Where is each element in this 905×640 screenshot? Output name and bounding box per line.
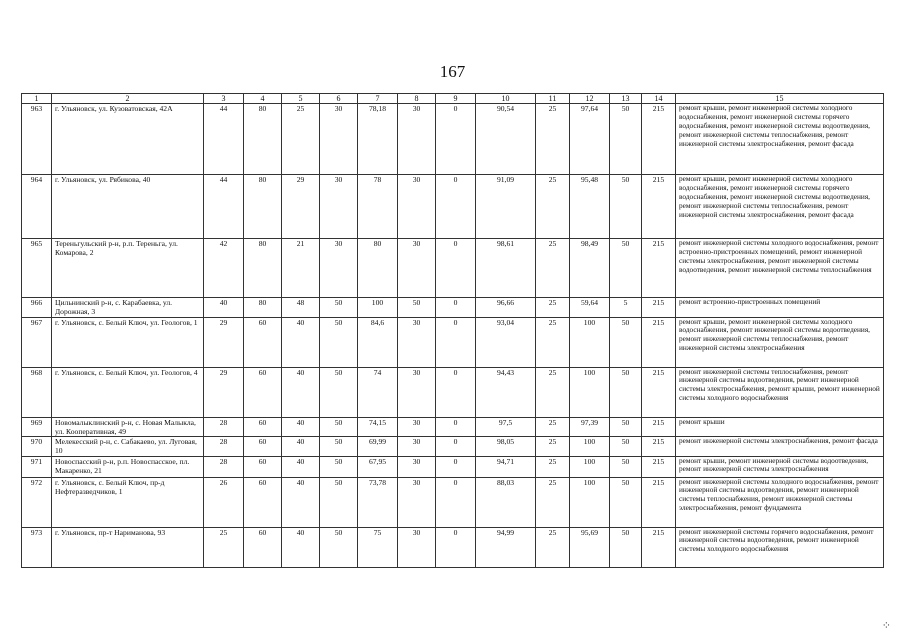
works-cell: ремонт инженерной системы электроснабжения, ремонт фасада (676, 437, 884, 457)
value-cell: 215 (642, 456, 676, 477)
value-cell: 40 (282, 417, 320, 437)
value-cell: 50 (610, 456, 642, 477)
column-header: 4 (244, 94, 282, 104)
value-cell: 30 (398, 175, 436, 239)
value-cell: 95,48 (570, 175, 610, 239)
value-cell: 60 (244, 367, 282, 417)
table-row (22, 456, 884, 477)
value-cell: 30 (320, 239, 358, 298)
value-cell: 28 (204, 456, 244, 477)
row-number: 966 (22, 298, 52, 318)
value-cell: 30 (398, 477, 436, 527)
value-cell: 40 (282, 477, 320, 527)
works-cell: ремонт инженерной системы горячего водоснабжения, ремонт инженерной системы водоотведения, ремонт инженерной системы холодного водоснабжения (676, 527, 884, 567)
value-cell: 215 (642, 437, 676, 457)
column-header: 10 (476, 94, 536, 104)
column-header: 11 (536, 94, 570, 104)
table-row (22, 104, 884, 175)
value-cell: 28 (204, 417, 244, 437)
value-cell: 60 (244, 477, 282, 527)
value-cell: 25 (536, 104, 570, 175)
value-cell: 60 (244, 456, 282, 477)
table-row (22, 239, 884, 298)
scan-artifact: ⁘ (881, 620, 891, 632)
value-cell: 50 (398, 298, 436, 318)
value-cell: 98,05 (476, 437, 536, 457)
value-cell: 80 (244, 298, 282, 318)
value-cell: 30 (398, 437, 436, 457)
value-cell: 215 (642, 317, 676, 367)
value-cell: 26 (204, 477, 244, 527)
value-cell: 67,95 (358, 456, 398, 477)
value-cell: 30 (398, 527, 436, 567)
value-cell: 95,69 (570, 527, 610, 567)
value-cell: 25 (536, 367, 570, 417)
column-header: 1 (22, 94, 52, 104)
column-header: 15 (676, 94, 884, 104)
column-header: 9 (436, 94, 476, 104)
value-cell: 215 (642, 527, 676, 567)
value-cell: 25 (536, 527, 570, 567)
value-cell: 30 (398, 317, 436, 367)
value-cell: 96,66 (476, 298, 536, 318)
value-cell: 25 (536, 239, 570, 298)
value-cell: 40 (282, 456, 320, 477)
address-cell: г. Ульяновск, с. Белый Ключ, ул. Геологов, 4 (52, 367, 204, 417)
value-cell: 29 (204, 367, 244, 417)
value-cell: 215 (642, 298, 676, 318)
value-cell: 80 (244, 104, 282, 175)
value-cell: 215 (642, 104, 676, 175)
value-cell: 25 (536, 437, 570, 457)
column-header: 7 (358, 94, 398, 104)
value-cell: 0 (436, 298, 476, 318)
column-header: 12 (570, 94, 610, 104)
value-cell: 93,04 (476, 317, 536, 367)
value-cell: 21 (282, 239, 320, 298)
value-cell: 30 (320, 175, 358, 239)
value-cell: 100 (570, 437, 610, 457)
value-cell: 50 (610, 417, 642, 437)
value-cell: 25 (536, 477, 570, 527)
works-cell: ремонт встроенно-пристроенных помещений (676, 298, 884, 318)
value-cell: 78,18 (358, 104, 398, 175)
column-header: 5 (282, 94, 320, 104)
value-cell: 60 (244, 437, 282, 457)
value-cell: 91,09 (476, 175, 536, 239)
address-cell: г. Ульяновск, с. Белый Ключ, пр-д Нефтеразведчиков, 1 (52, 477, 204, 527)
value-cell: 50 (320, 437, 358, 457)
value-cell: 94,71 (476, 456, 536, 477)
row-number: 972 (22, 477, 52, 527)
value-cell: 215 (642, 477, 676, 527)
value-cell: 25 (536, 298, 570, 318)
value-cell: 80 (244, 239, 282, 298)
works-cell: ремонт инженерной системы холодного водоснабжения, ремонт инженерной системы водоотведения, ремонт инженерной системы теплоснабжения, ремонт инженерной системы электроснабжения, ремонт фундамента (676, 477, 884, 527)
value-cell: 78 (358, 175, 398, 239)
value-cell: 60 (244, 317, 282, 367)
value-cell: 60 (244, 417, 282, 437)
value-cell: 0 (436, 317, 476, 367)
address-cell: г. Ульяновск, ул. Рябикова, 40 (52, 175, 204, 239)
table-body (22, 94, 884, 568)
value-cell: 40 (204, 298, 244, 318)
value-cell: 0 (436, 477, 476, 527)
column-header: 3 (204, 94, 244, 104)
address-cell: Новоспасский р-н, р.п. Новоспасское, пл. Макаренко, 21 (52, 456, 204, 477)
value-cell: 5 (610, 298, 642, 318)
value-cell: 25 (536, 456, 570, 477)
value-cell: 100 (358, 298, 398, 318)
value-cell: 48 (282, 298, 320, 318)
value-cell: 0 (436, 456, 476, 477)
row-number: 969 (22, 417, 52, 437)
value-cell: 50 (610, 527, 642, 567)
value-cell: 25 (536, 175, 570, 239)
row-number: 965 (22, 239, 52, 298)
value-cell: 84,6 (358, 317, 398, 367)
column-header: 6 (320, 94, 358, 104)
value-cell: 42 (204, 239, 244, 298)
value-cell: 215 (642, 239, 676, 298)
row-number: 964 (22, 175, 52, 239)
value-cell: 50 (610, 477, 642, 527)
value-cell: 75 (358, 527, 398, 567)
value-cell: 25 (204, 527, 244, 567)
table-row (22, 298, 884, 318)
value-cell: 0 (436, 175, 476, 239)
value-cell: 50 (320, 527, 358, 567)
value-cell: 40 (282, 367, 320, 417)
value-cell: 80 (358, 239, 398, 298)
value-cell: 50 (320, 298, 358, 318)
works-cell: ремонт крыши, ремонт инженерной системы холодного водоснабжения, ремонт инженерной системы горячего водоснабжения, ремонт инженерной системы водоотведения, ремонт инженерной системы теплоснабжения, ремонт инженерной системы электроснабжения, ремонт фасада (676, 104, 884, 175)
value-cell: 50 (320, 417, 358, 437)
value-cell: 80 (244, 175, 282, 239)
value-cell: 100 (570, 317, 610, 367)
value-cell: 73,78 (358, 477, 398, 527)
works-cell: ремонт инженерной системы теплоснабжения, ремонт инженерной системы водоотведения, ремонт инженерной системы электроснабжения, ремонт крыши, ремонт инженерной системы холодного водоснабжения (676, 367, 884, 417)
table-row (22, 175, 884, 239)
value-cell: 59,64 (570, 298, 610, 318)
value-cell: 90,54 (476, 104, 536, 175)
value-cell: 0 (436, 417, 476, 437)
value-cell: 0 (436, 104, 476, 175)
value-cell: 94,43 (476, 367, 536, 417)
value-cell: 215 (642, 175, 676, 239)
table-row (22, 477, 884, 527)
register-table (21, 93, 884, 568)
value-cell: 28 (204, 437, 244, 457)
value-cell: 29 (282, 175, 320, 239)
value-cell: 25 (536, 317, 570, 367)
table-row (22, 317, 884, 367)
value-cell: 97,64 (570, 104, 610, 175)
value-cell: 74 (358, 367, 398, 417)
page-number: 167 (439, 62, 466, 81)
address-cell: Мелекесский р-н, с. Сабакаево, ул. Луговая, 10 (52, 437, 204, 457)
address-cell: г. Ульяновск, с. Белый Ключ, ул. Геологов, 1 (52, 317, 204, 367)
works-cell: ремонт крыши, ремонт инженерной системы холодного водоснабжения, ремонт инженерной системы водоотведения, ремонт инженерной системы теплоснабжения, ремонт инженерной системы электроснабжения (676, 317, 884, 367)
value-cell: 0 (436, 367, 476, 417)
works-cell: ремонт крыши, ремонт инженерной системы водоотведения, ремонт инженерной системы электроснабжения (676, 456, 884, 477)
column-header: 14 (642, 94, 676, 104)
address-cell: г. Ульяновск, пр-т Нариманова, 93 (52, 527, 204, 567)
address-cell: Тереньгульский р-н, р.п. Тереньга, ул. Комарова, 2 (52, 239, 204, 298)
value-cell: 215 (642, 417, 676, 437)
value-cell: 88,03 (476, 477, 536, 527)
row-number: 973 (22, 527, 52, 567)
value-cell: 30 (398, 417, 436, 437)
column-header-row (22, 94, 884, 104)
value-cell: 0 (436, 239, 476, 298)
column-header: 8 (398, 94, 436, 104)
table-row (22, 437, 884, 457)
value-cell: 100 (570, 456, 610, 477)
address-cell: г. Ульяновск, ул. Кузоватовская, 42А (52, 104, 204, 175)
value-cell: 50 (320, 477, 358, 527)
address-cell: Цильнинский р-н, с. Карабаевка, ул. Дорожная, 3 (52, 298, 204, 318)
value-cell: 69,99 (358, 437, 398, 457)
column-header: 2 (52, 94, 204, 104)
value-cell: 50 (610, 437, 642, 457)
row-number: 971 (22, 456, 52, 477)
value-cell: 44 (204, 175, 244, 239)
value-cell: 50 (610, 239, 642, 298)
value-cell: 30 (398, 456, 436, 477)
value-cell: 29 (204, 317, 244, 367)
value-cell: 30 (398, 104, 436, 175)
works-cell: ремонт инженерной системы холодного водоснабжения, ремонт встроенно-пристроенных помещений, ремонт инженерной системы электроснабжения, ремонт инженерной системы водоотведения, ремонт инженерной системы теплоснабжения (676, 239, 884, 298)
table-row (22, 417, 884, 437)
value-cell: 40 (282, 437, 320, 457)
value-cell: 60 (244, 527, 282, 567)
value-cell: 0 (436, 437, 476, 457)
value-cell: 44 (204, 104, 244, 175)
value-cell: 215 (642, 367, 676, 417)
value-cell: 74,15 (358, 417, 398, 437)
works-cell: ремонт крыши, ремонт инженерной системы холодного водоснабжения, ремонт инженерной системы горячего водоснабжения, ремонт инженерной системы водоотведения, ремонт инженерной системы теплоснабжения, ремонт инженерной системы электроснабжения, ремонт фасада (676, 175, 884, 239)
row-number: 967 (22, 317, 52, 367)
column-header: 13 (610, 94, 642, 104)
value-cell: 97,5 (476, 417, 536, 437)
value-cell: 40 (282, 527, 320, 567)
table-row (22, 527, 884, 567)
value-cell: 97,39 (570, 417, 610, 437)
value-cell: 50 (610, 175, 642, 239)
value-cell: 0 (436, 527, 476, 567)
value-cell: 30 (398, 239, 436, 298)
value-cell: 50 (610, 104, 642, 175)
value-cell: 50 (320, 367, 358, 417)
value-cell: 100 (570, 477, 610, 527)
value-cell: 50 (610, 317, 642, 367)
row-number: 963 (22, 104, 52, 175)
value-cell: 50 (610, 367, 642, 417)
value-cell: 25 (536, 417, 570, 437)
table-row (22, 367, 884, 417)
value-cell: 98,49 (570, 239, 610, 298)
value-cell: 30 (398, 367, 436, 417)
row-number: 968 (22, 367, 52, 417)
value-cell: 25 (282, 104, 320, 175)
value-cell: 98,61 (476, 239, 536, 298)
value-cell: 50 (320, 317, 358, 367)
value-cell: 100 (570, 367, 610, 417)
address-cell: Новомалыклинский р-н, с. Новая Малыкла, ул. Кооперативная, 49 (52, 417, 204, 437)
value-cell: 30 (320, 104, 358, 175)
value-cell: 40 (282, 317, 320, 367)
row-number: 970 (22, 437, 52, 457)
works-cell: ремонт крыши (676, 417, 884, 437)
value-cell: 94,99 (476, 527, 536, 567)
value-cell: 50 (320, 456, 358, 477)
